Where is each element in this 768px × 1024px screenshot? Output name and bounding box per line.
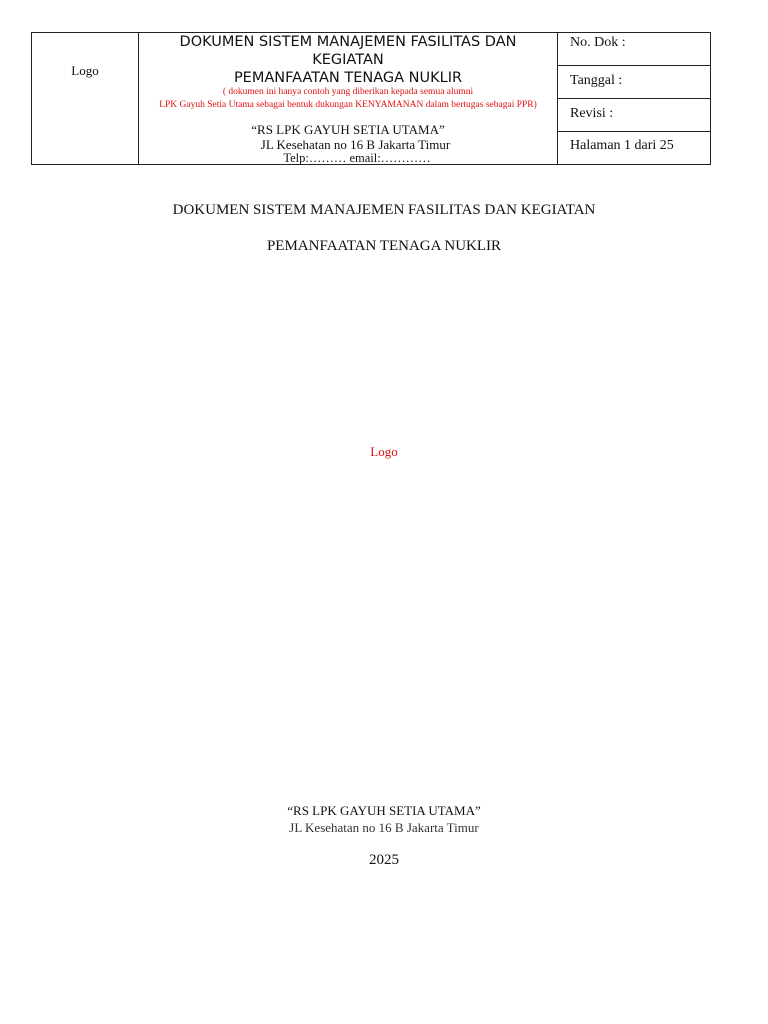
meta-no-dok: No. Dok : [570, 35, 626, 50]
meta-halaman-cell [558, 132, 711, 165]
meta-tanggal-cell [558, 66, 711, 99]
meta-revisi: Revisi : [570, 106, 614, 121]
meta-halaman: Halaman 1 dari 25 [570, 138, 674, 153]
footer-year: 2025 [369, 852, 399, 868]
document-title-line1: DOKUMEN SISTEM MANAJEMEN FASILITAS DAN KEGIATAN [172, 202, 596, 218]
meta-revisi-cell [558, 99, 711, 132]
center-logo-placeholder: Logo [370, 444, 398, 459]
header-logo-placeholder: Logo [71, 63, 99, 78]
document-title-line2: PEMANFAATAN TENAGA NUKLIR [266, 238, 502, 254]
header-note-line1: ( dokumen ini hanya contoh yang diberikan kepada semua alumni [222, 87, 474, 97]
header-title-cell [139, 33, 558, 165]
header-note-line2: LPK Gayuh Setia Utama sebagai bentuk dukungan KENYAMANAN dalam bertugas sebagai PPR) [159, 100, 537, 110]
document-header-table [31, 32, 711, 165]
meta-tanggal: Tanggal : [570, 73, 623, 88]
header-logo-cell [32, 33, 139, 165]
meta-no-dok-cell [558, 33, 711, 66]
header-address: JL Kesehatan no 16 B Jakarta Timur [260, 137, 451, 152]
footer-address: JL Kesehatan no 16 B Jakarta Timur [289, 820, 479, 835]
header-title-line2: PEMANFAATAN TENAGA NUKLIR [233, 70, 463, 86]
footer-hospital-name: “RS LPK GAYUH SETIA UTAMA” [287, 803, 481, 818]
header-hospital-name: “RS LPK GAYUH SETIA UTAMA” [251, 122, 445, 137]
header-title-line1: DOKUMEN SISTEM MANAJEMEN FASILITAS DAN KEGIATAN [179, 34, 517, 68]
header-contact: Telp:……… email:………… [283, 151, 431, 165]
